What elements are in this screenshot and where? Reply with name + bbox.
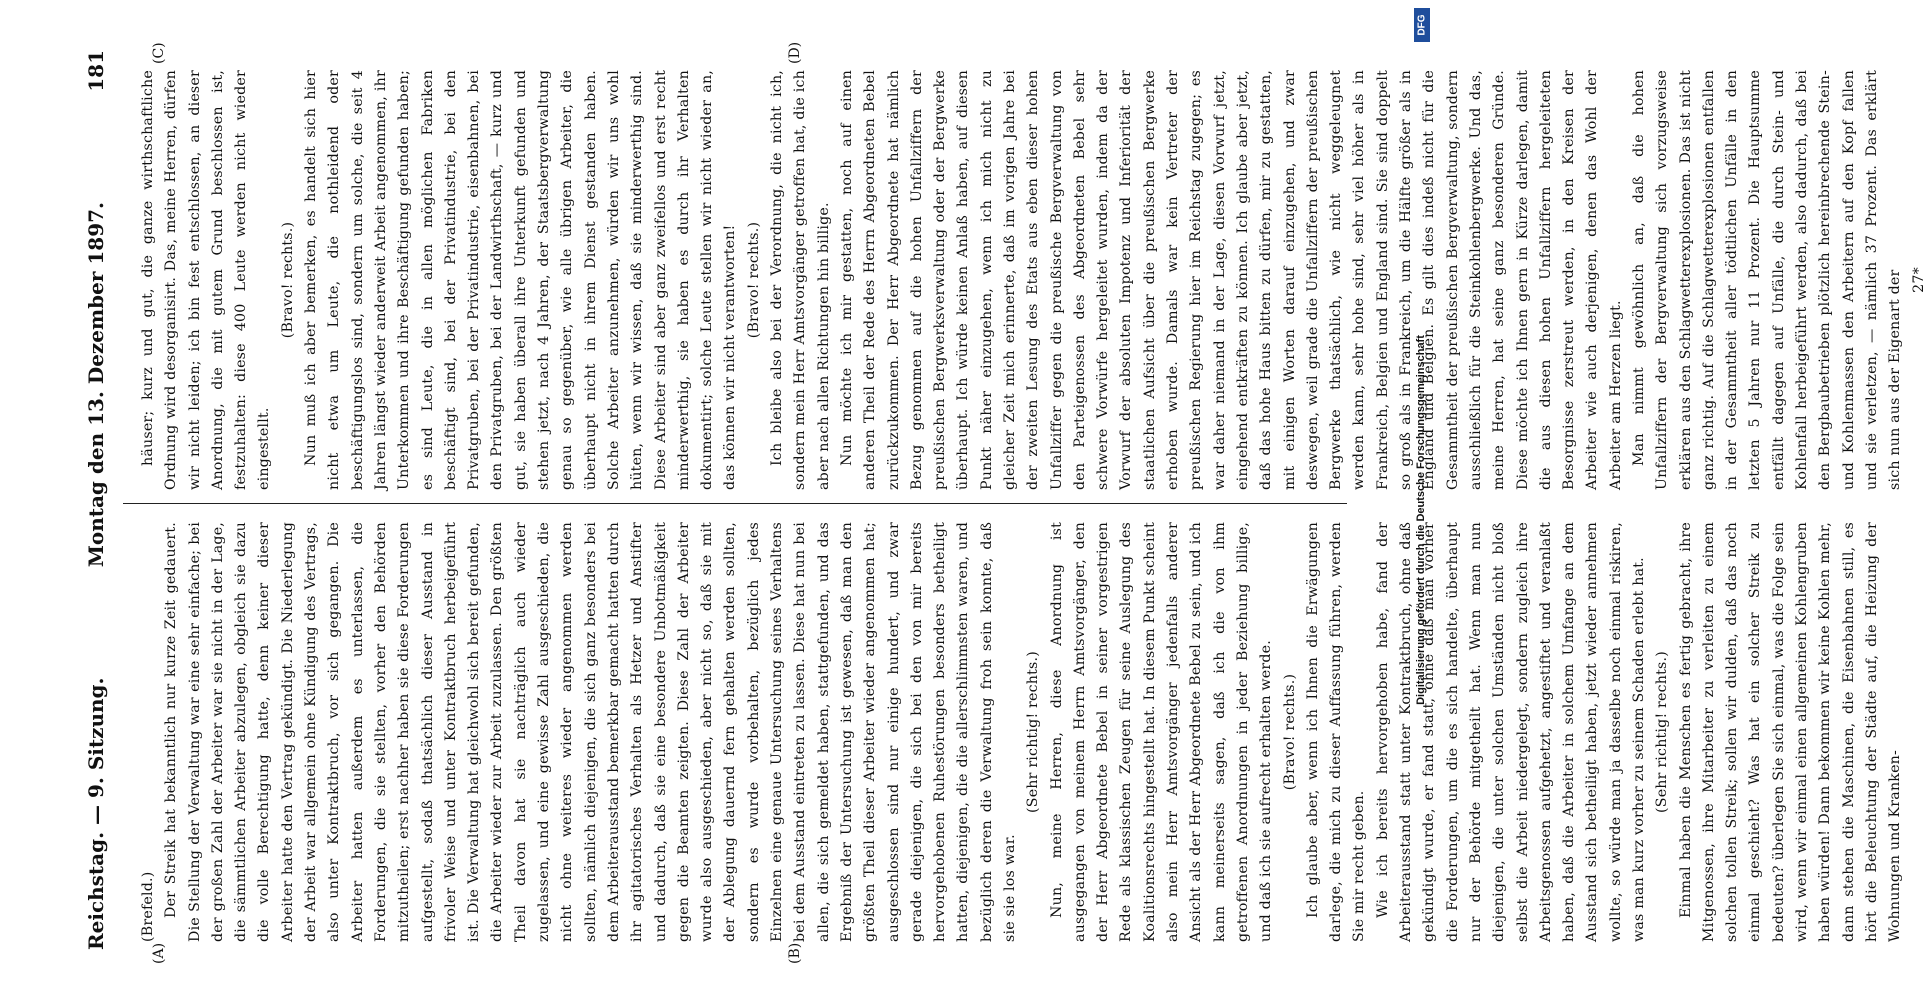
- paragraph: Einmal haben die Menschen es fertig gebracht, ihre Mitgenossen, ihre Mitarbeiter zu verleiten zu einem solchen tollen Streik; sollen wir dulden, daß das noch einmal geschieht? Was hat ein solcher Streik zu bedeuten? überlegen Sie sich einmal, was die Folge sein wird, wenn wir einmal einen allgemeinen Kohlengruben haben würden! Dann bekommen wir keine Kohlen mehr, dann stehen die Maschinen, die Eisenbahnen still, es hört die Beleuchtung der Städte auf, die Heizung der Wohnungen und Kranken-: [1677, 522, 1904, 942]
- paragraph: Ich glaube aber, wenn ich Ihnen die Erwägungen darlege, die mich zu dieser Auffassung führen, werden Sie mir recht geben.: [1304, 522, 1368, 942]
- page-number: 181: [84, 50, 108, 92]
- paragraph: Nun, meine Herren, diese Anordnung ist ausgegangen von meinem Herrn Amtsvorgänger, den der Herr Abgeordnete Bebel in seiner vorgestrigen Rede als klassischen Zeugen für seine Auslegung des Koalitionsrechts hingestellt hat. In diesem Punkt scheint also mein Herr Amtsvorgänger jedenfalls anderer Ansicht als der Herr Abgeordnete Bebel zu sein, und ich kann meinerseits sagen, daß ich die von ihm getroffenen Anordnungen in jeder Beziehung billige, und daß ich sie aufrecht erhalten werde.: [1048, 522, 1275, 942]
- dfg-logo: DFG: [1414, 8, 1430, 42]
- paragraph: Ich bleibe also bei der Verordnung, die nicht ich, sondern mein Herr Amtsvorgänger getroffen hat, die ich aber nach allen Richtungen hin billige.: [769, 70, 832, 490]
- paragraph: häuser; kurz und gut, die ganze wirthschaftliche Ordnung wird desorganisirt. Das, meine Herren, dürfen wir nicht leiden; ich bin fest entschlossen, an dieser Anordnung, die mit gutem Grund beschlossen ist, festzuhalten: diese 400 Leute werden nicht wieder eingestellt.: [140, 70, 273, 490]
- paragraph: Nun muß ich aber bemerken, es handelt sich hier nicht etwa um Leute, die nothleidend oder beschäftigungslos sind, sondern um solche, die seit 4 Jahren längst wieder anderweit Arbeit angenommen, ihr Unterkommen und ihre Beschäftigung gefunden haben; es sind Leute, die in allen möglichen Fabriken beschäftigt sind, bei der Privatindustrie, bei den Privatgruben, bei der Privatindustrie, eisenbahnen, bei den Privatgruben, bei der Landwirthschaft, — kurz und gut, sie haben überall ihre Unterkunft gefunden und stehen jetzt, nach 4 Jahren, der Staatsbergverwaltung genau so gegenüber, wie alle übrigen Arbeiter, die überhaupt nicht in ihrem Dienst gestanden haben. Solche Arbeiter anzunehmen, würden wir uns wohl hüten, wenn wir wissen, daß sie minderwerthig sind. Diese Arbeiter sind aber ganz zweifellos und erst recht minderwerthig, sie haben es durch ihr Verhalten dokumentirt; solche Leute stellen wir nicht wieder an, das können wir nicht verantworten!: [303, 70, 739, 490]
- digitization-note: Digitalisierung gefördert durch die Deutsche Forschungsgemeinschaft: [1415, 335, 1427, 705]
- marker-d: (D): [787, 41, 803, 64]
- header-left: Reichstag. — 9. Sitzung.: [84, 677, 108, 950]
- paragraph: (Brefeld.): [140, 871, 156, 942]
- marker-c: (C): [151, 42, 167, 64]
- paragraph: (Bravo! rechts.): [745, 221, 762, 339]
- marker-b: (B): [787, 942, 803, 964]
- paragraph: 27*: [1910, 267, 1927, 293]
- paragraph: (Bravo! rechts.): [1281, 673, 1298, 791]
- header-date: Montag den 13. Dezember 1897.: [84, 201, 108, 568]
- paragraph: (Sehr richtig! rechts.): [1025, 651, 1042, 813]
- paragraph: Nun möchte ich mir gestatten, noch auf einen anderen Theil der Rede des Herrn Abgeordneten Bebel zurückzukommen. Der Herr Abgeordnete hat nämlich Bezug genommen auf die hohen Unfallziffern der preußischen Bergwerksverwaltung oder der Bergwerke überhaupt. Ich würde keinen Anlaß haben, auf diesen Punkt näher einzugehen, wenn ich mich nicht zu gleicher Zeit mich erinnerte, daß im vorigen Jahre bei der zweiten Lesung des Etats aus eben dieser hohen Unfallziffer gegen die preußische Bergverwaltung von den Parteigenossen des Abgeordneten Bebel sehr schwere Vorwürfe hergeleitet wurden, indem da der Vorwurf der absoluten Impotenz und Inferiorität der staatlichen Aufsicht über die preußischen Bergwerke erhoben wurde. Damals war kein Vertreter der preußischen Regierung hier im Reichstag zugegen; es war daher niemand in der Lage, diesen Vorwurf jetzt, eingehend entkräften zu können. Ich glaube aber jetzt, daß das hohe Haus bitten zu dürfen, mir zu gestatten, mit einigen Worten darauf einzugehen, und zwar deswegen, weil grade die Unfallziffern der preußischen Bergwerke thatsächlich, wie nicht weggeleugnet werden kann, sehr hohe sind, sehr viel höher als in Frankreich, Belgien und England sind. Sie sind doppelt so groß als in Frankreich, um die Hälfte größer als in England und Belgien. Es gilt dies indeß nicht für die Gesammtheit der preußischen Bergverwaltung, sondern ausschließlich für die Steinkohlenbergwerke. Und das, meine Herren, hat seine ganz besonderen Gründe. Diese möchte ich Ihnen gern in Kürze darlegen, damit die aus diesen hohen Unfallziffern hergeleiteten Besorgnisse zerstreut werden, in den Kreisen der Arbeiter wie auch derjenigen, denen das Wohl der Arbeiter am Herzen liegt.: [838, 70, 1624, 490]
- paragraph: (Bravo! rechts.): [279, 221, 296, 339]
- page-header: [79, 50, 113, 950]
- paragraph: (Sehr richtig! rechts.): [1654, 651, 1671, 813]
- left-column: [137, 522, 1908, 942]
- right-column: [137, 70, 1931, 490]
- column-divider: [123, 503, 1347, 504]
- marker-a: (A): [151, 942, 167, 964]
- paragraph: Der Streik hat bekanntlich nur kurze Zeit gedauert. Die Stellung der Verwaltung war eine sehr einfache; bei der großen Zahl der Arbeiter war sie nicht in der Lage, die sämmtlichen Arbeiter abzulegen, obgleich sie dazu die volle Berechtigung hatte, denn keiner dieser Arbeiter hatte den Vertrag gekündigt. Die Niederlegung der Arbeit war allgemein ohne Kündigung des Vertrags, also unter Kontraktbruch, vor sich gegangen. Die Arbeiter hatten außerdem es unterlassen, die Forderungen, die sie stellten, vorher den Behörden mitzutheilen; erst nachher haben sie diese Forderungen aufgestellt, sodaß thatsächlich dieser Ausstand in frivoler Weise und unter Kontraktbruch herbeigeführt ist. Die Verwaltung hat gleichwohl sich bereit gefunden, die Arbeiter wieder zur Arbeit zuzulassen. Den größten Theil davon hat sie nachträglich auch wieder zugelassen, und eine gewisse Zahl ausgeschieden, die nicht ohne weiteres wieder angenommen werden sollten, nämlich diejenigen, die sich ganz besonders bei dem Arbeiterausstand bemerkbar gemacht hatten durch ihr agitatorisches Verhalten als Hetzer und Anstifter und dadurch, daß sie eine besondere Unbotmäßigkeit gegen die Beamten zeigten. Diese Zahl der Arbeiter wurde also ausgeschieden, aber nicht so, daß sie mit der Ablegung dauernd fern gehalten werden sollten, sondern es wurde vorbehalten, bezüglich jedes Einzelnen eine genaue Untersuchung seines Verhaltens bei dem Ausstand eintreten zu lassen. Diese hat nun bei allen, die sich gemeldet haben, stattgefunden, und das Ergebniß der Untersuchung ist gewesen, daß man den größten Theil dieser Arbeiter wieder angenommen hat; ausgeschlossen sind nur einige hundert, und zwar gerade diejenigen, die sich bei den von mir bereits hervorgehobenen Ruhestörungen besonders betheiligt hatten, diejenigen, die die allerschlimmsten waren, und bezüglich deren die Verwaltung froh sein konnte, daß sie sie los war.: [163, 522, 1018, 942]
- paragraph: Wie ich bereits hervorgehoben habe, fand der Arbeiterausstand statt unter Kontraktbruch, ohne daß gekündigt wurde, er fand statt, ohne daß man vorher die Forderungen, um die es sich handelte, überhaupt nur der Behörde mitgetheilt hat. Wenn man nun diejenigen, die unter solchen Umständen nicht bloß selbst die Arbeit niedergelegt, sondern zugleich ihre Arbeitsgenossen aufgehetzt, angestiftet und veranlaßt haben, daß die Arbeiter in solchem Umfange an dem Ausstand sich betheiligt haben, jetzt wieder annehmen wollte, so würde man ja dasselbe noch einmal riskiren, was man kurz vorher zu seinem Schaden erlebt hat.: [1374, 522, 1647, 942]
- paragraph: Man nimmt gewöhnlich an, daß die hohen Unfallziffern der Bergverwaltung sich vorzugsweise erklären aus den Schlagwetterexplosionen. Das ist nicht ganz richtig. Auf die Schlagwetterexplosionen entfallen in der Gesammtheit aller tödtlichen Unfälle in den letzten 5 Jahren nur 11 Prozent. Die Hauptsumme entfällt dagegen auf Unfälle, die durch Stein- und Kohlenfall herbeigeführt werden, also dadurch, daß bei den Bergbaubetrieben plötzlich hereinbrechende Stein- und Kohlenmassen den Arbeitern auf den Kopf fallen und sie verletzen, — nämlich 37 Prozent. Das erklärt sich nun aus der Eigenart der: [1631, 70, 1904, 490]
